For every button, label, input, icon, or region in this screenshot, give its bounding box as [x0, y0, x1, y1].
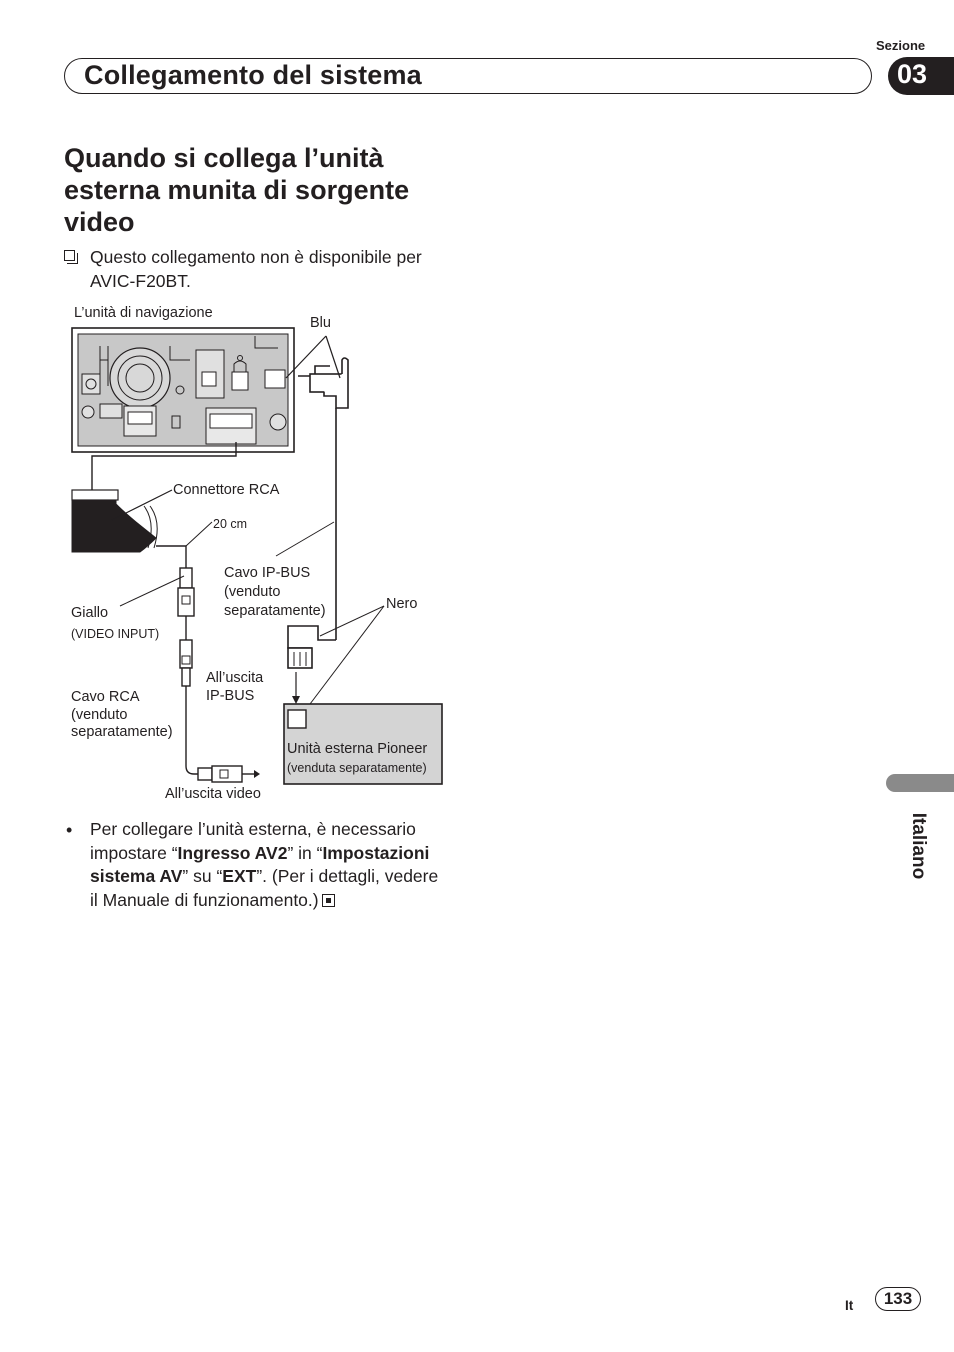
label-ipbus-cable-sep: separatamente) — [224, 603, 326, 619]
bullet-dot: • — [66, 820, 73, 840]
label-length: 20 cm — [213, 517, 248, 531]
label-giallo: Giallo — [71, 605, 109, 621]
label-rca-cable: Cavo RCA — [71, 689, 140, 705]
section-number: 03 — [897, 59, 928, 89]
label-ipbus: IP-BUS — [206, 688, 255, 704]
label-ext-unit: Unità esterna Pioneer — [287, 741, 428, 757]
page-number: 133 — [875, 1287, 921, 1311]
sezione-label: Sezione — [876, 38, 926, 53]
page-heading: Quando si collega l’unità esterna munita di sorgente video — [64, 143, 410, 237]
label-rca-cable-sold: (venduto — [71, 707, 128, 723]
label-to-video-out: All’uscita video — [165, 786, 261, 802]
note-text: Questo collegamento non è disponibile per AVIC-F20BT. — [90, 247, 422, 291]
label-nero: Nero — [386, 596, 418, 612]
label-ext-unit-sold: (venduta separatamente) — [287, 761, 427, 775]
label-rca-cable-sep: separatamente) — [71, 724, 173, 740]
connection-diagram — [60, 300, 450, 810]
language-tab — [886, 774, 954, 792]
label-to-ipbus-out: All’uscita — [206, 670, 264, 686]
end-mark-icon — [322, 894, 335, 907]
label-ipbus-cable: Cavo IP-BUS — [224, 565, 311, 581]
label-rca-connector: Connettore RCA — [173, 482, 280, 498]
instruction-text: Per collegare l’unità esterna, è necessario impostare “Ingresso AV2” in “Impostazioni sistema AV” su “EXT”. (Per i dettagli, vedere il Manuale di funzionamento.) — [90, 819, 439, 910]
label-ipbus-cable-sold: (venduto — [224, 584, 281, 600]
section-title: Collegamento del sistema — [84, 60, 422, 90]
label-video-input: (VIDEO INPUT) — [71, 627, 160, 641]
page-lang-code: It — [845, 1298, 854, 1313]
note-icon — [64, 250, 75, 261]
label-blu: Blu — [310, 315, 331, 331]
language-label: Italiano — [908, 812, 929, 880]
label-nav-unit: L’unità di navigazione — [74, 305, 213, 321]
